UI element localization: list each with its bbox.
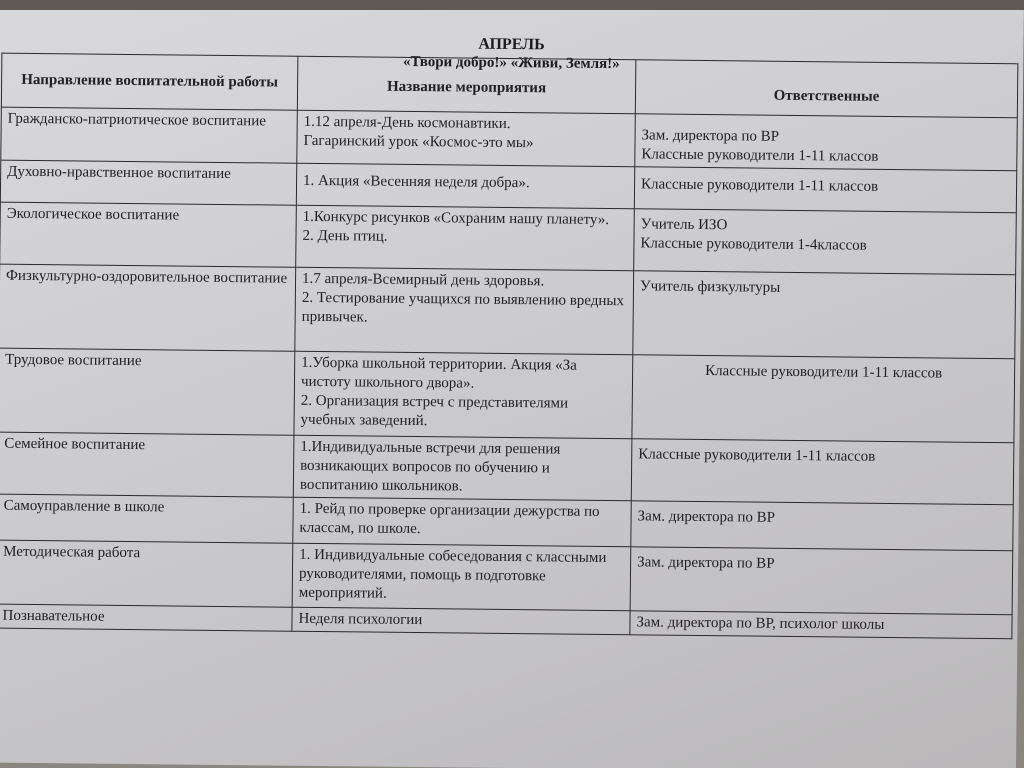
responsible-cell <box>630 547 1013 615</box>
responsible-cell <box>633 271 1016 359</box>
direction-cell: Семейное воспитание <box>0 432 294 497</box>
event-cell <box>296 205 635 271</box>
responsible-line: Зам. директора по ВР <box>641 127 780 145</box>
event-cell <box>293 497 631 547</box>
table-row <box>0 348 1015 443</box>
responsible-line: Учитель физкультуры <box>639 278 781 296</box>
event-line: Неделя психологии <box>298 610 423 629</box>
responsible-line: Зам. директора по ВР <box>637 554 775 572</box>
event-line: 2. День птиц. <box>302 227 388 245</box>
responsible-cell <box>634 167 1016 213</box>
event-line: 1. Рейд по проверке организации дежурства по классам, по школе. <box>299 500 600 538</box>
event-cell <box>296 163 634 209</box>
responsible-line: Классные руководители 1-11 классов <box>640 176 879 195</box>
plan-table <box>0 53 1018 640</box>
responsible-line: Классные руководители 1-11 классов <box>705 363 943 382</box>
table-row <box>0 432 1014 505</box>
column-header-responsible: Ответственные <box>635 60 1018 118</box>
direction-cell: Духовно-нравственное воспитание <box>0 160 296 205</box>
responsible-line: Классные руководители 1-11 классов <box>641 146 879 165</box>
desk-edge <box>0 0 1024 10</box>
direction-cell: Самоуправление в школе <box>0 494 293 543</box>
column-header-direction: Направление воспитательной работы <box>1 53 298 110</box>
direction-cell: Познавательное <box>0 604 292 631</box>
responsible-line: Классные руководители 1-4классов <box>640 235 867 254</box>
responsible-cell <box>630 611 1012 639</box>
document-subtitle: «Твори добро!» «Живи, Земля!» <box>402 53 620 73</box>
responsible-cell <box>632 355 1015 443</box>
table-row <box>0 540 1013 615</box>
event-cell <box>293 435 632 501</box>
responsible-cell <box>635 114 1018 171</box>
event-cell <box>295 267 634 355</box>
event-line: 1.12 апреля-День космонавтики. <box>303 113 511 132</box>
event-line: 1.Конкурс рисунков «Сохраним нашу планету». <box>302 208 610 229</box>
direction-cell: Трудовое воспитание <box>0 348 295 435</box>
event-line: 1. Акция «Весенняя неделя добра». <box>303 172 530 192</box>
responsible-cell <box>634 209 1017 275</box>
responsible-line: Классные руководители 1-11 классов <box>638 446 876 465</box>
direction-cell: Методическая работа <box>0 540 293 607</box>
responsible-cell <box>631 501 1013 551</box>
event-cell <box>292 543 631 611</box>
responsible-line: Зам. директора по ВР, психолог школы <box>636 614 885 633</box>
table-row <box>0 264 1016 359</box>
table-row <box>0 202 1016 275</box>
event-cell <box>292 607 630 635</box>
column-header-event: Название мероприятия <box>297 56 636 114</box>
event-cell <box>294 351 633 439</box>
event-line: 1.Уборка школьной территории. Акция «За чистоту школьного двора». <box>300 354 577 392</box>
event-line: 1.7 апреля-Всемирный день здоровья. <box>301 270 545 290</box>
responsible-line: Зам. директора по ВР <box>637 508 776 526</box>
direction-cell: Гражданско-патриотическое воспитание <box>1 107 298 163</box>
event-line: 2. Тестирование учащихся по выявлению вредных привычек. <box>301 289 625 326</box>
direction-cell: Экологическое воспитание <box>0 202 296 267</box>
direction-cell: Физкультурно-оздоровительное воспитание <box>0 264 296 351</box>
event-line: Гагаринский урок «Космос-это мы» <box>303 132 534 152</box>
event-line: 1. Индивидуальные собеседования с классными руководителями, помощь в подготовке мероприятий. <box>298 546 607 602</box>
responsible-line: Учитель ИЗО <box>640 216 728 234</box>
event-cell <box>297 110 636 167</box>
document-title: АПРЕЛЬ <box>478 35 545 54</box>
event-line: 2. Организация встреч с представителями учебных заведений. <box>300 392 569 430</box>
responsible-cell <box>631 439 1014 505</box>
event-line: 1.Индивидуальные встречи для решения возникающих вопросов по обучению и воспитанию школьников. <box>299 438 561 495</box>
